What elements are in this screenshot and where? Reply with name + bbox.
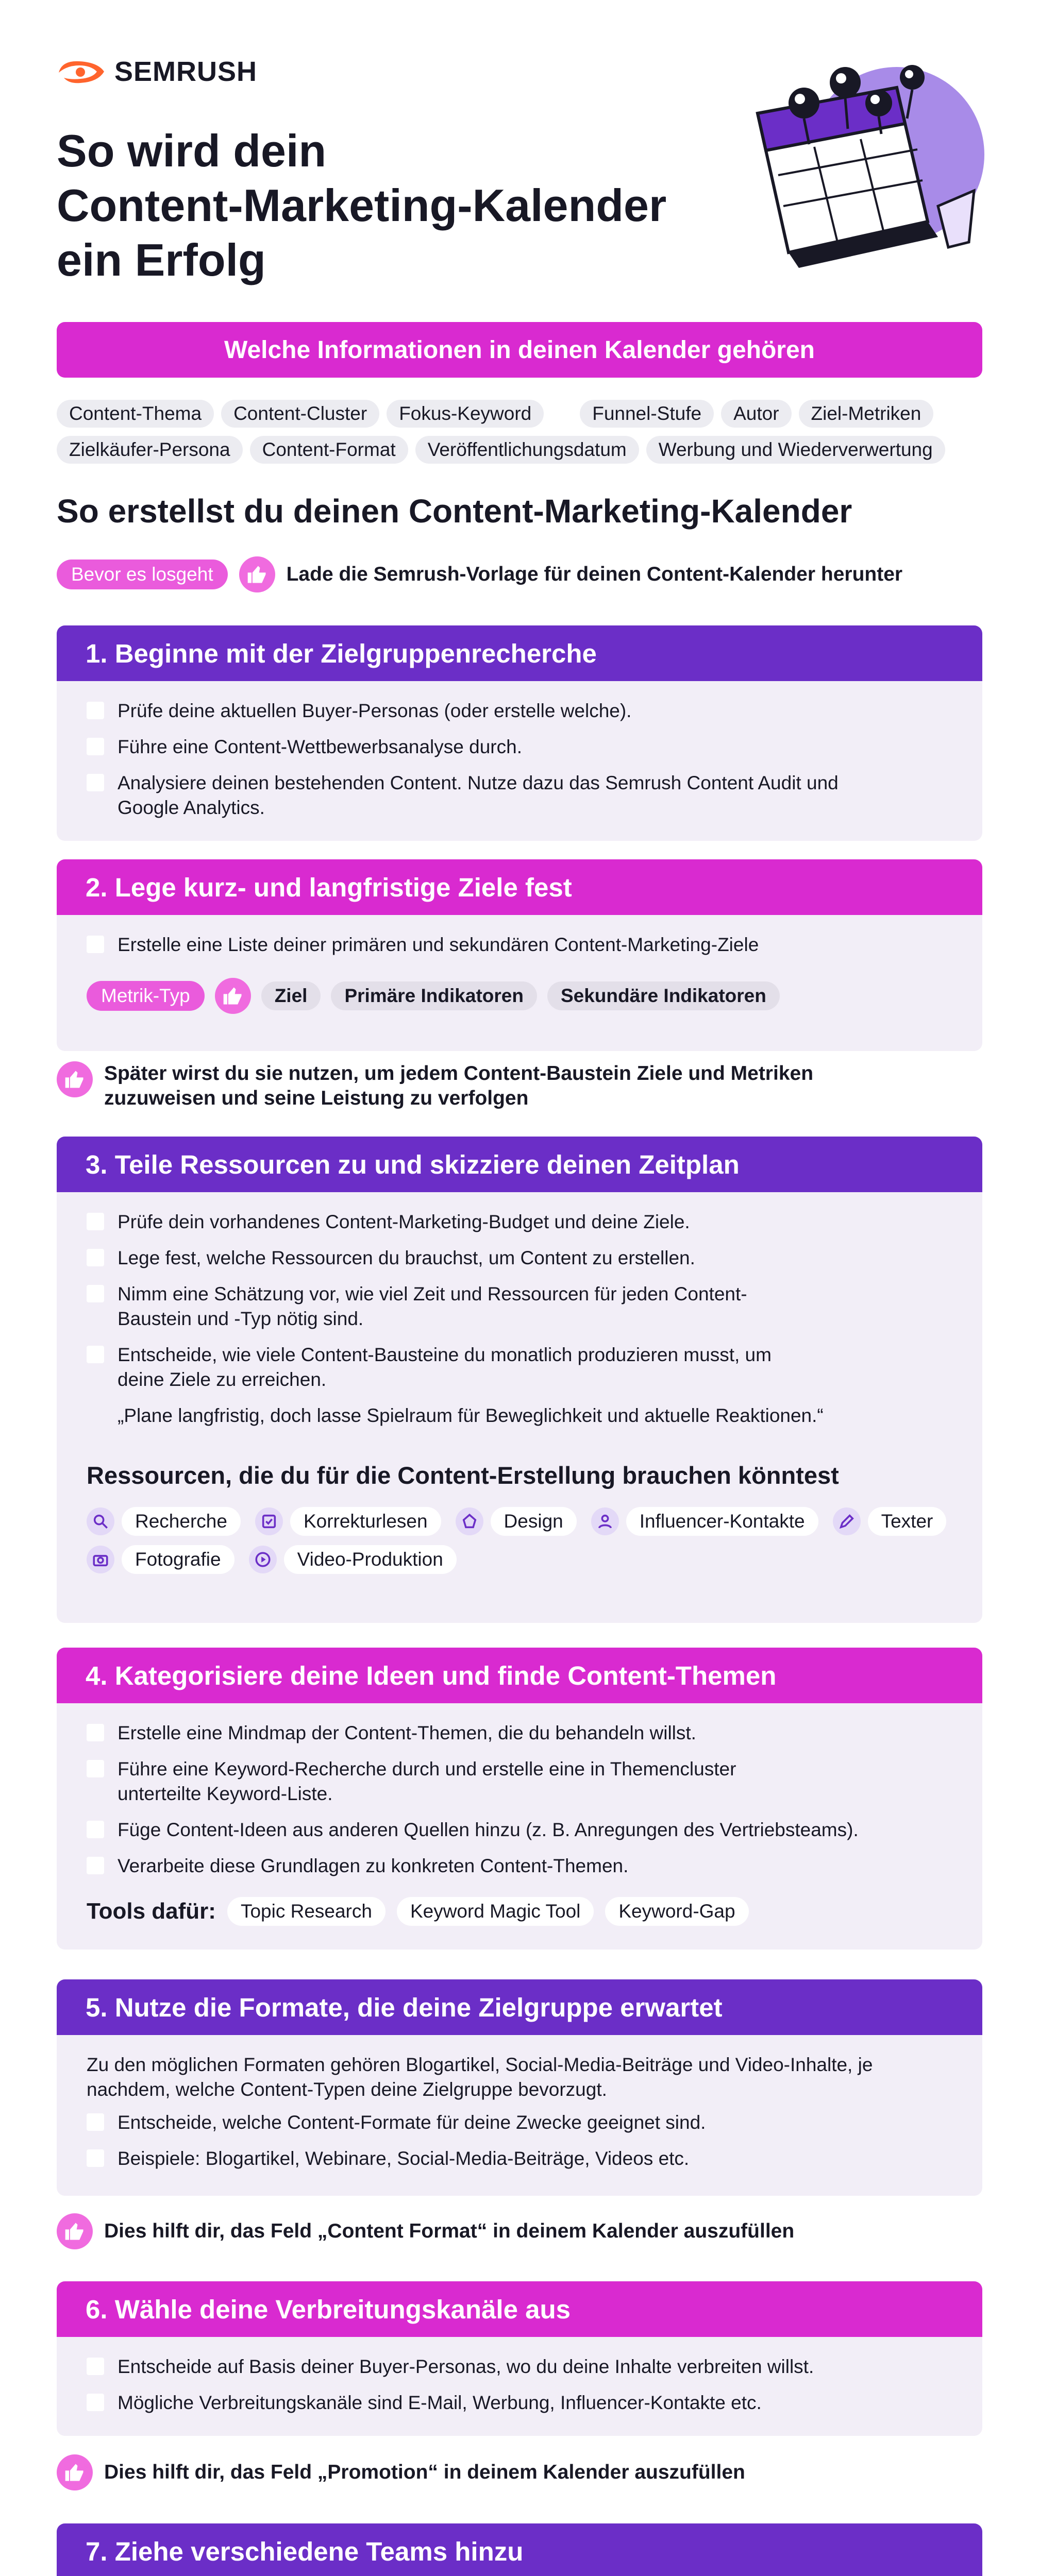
info-tag: Zielkäufer-Persona	[57, 436, 243, 464]
resource-item: Korrekturlesen	[255, 1507, 441, 1536]
checkbox[interactable]	[87, 1285, 104, 1302]
checklist-item: Führe eine Keyword-Recherche durch und erstelle eine in Themencluster unterteilte Keyword-Liste.	[87, 1757, 952, 1806]
thumbs-up-icon	[239, 556, 275, 592]
tip-format	[57, 2213, 794, 2249]
section-2-heading: 2. Lege kurz- und langfristige Ziele fest	[57, 859, 982, 915]
video-icon	[249, 1546, 277, 1573]
brand-name: SEMRUSH	[114, 56, 258, 87]
search-icon	[87, 1507, 114, 1535]
checkbox[interactable]	[87, 1724, 104, 1741]
design-icon	[456, 1507, 483, 1535]
thumbs-up-icon	[215, 978, 251, 1014]
section-1	[57, 625, 982, 841]
checkbox[interactable]	[87, 2358, 104, 2375]
section-1-heading: 1. Beginne mit der Zielgruppenrecherche	[57, 625, 982, 681]
checklist-item: Lege fest, welche Ressourcen du brauchst, um Content zu erstellen.	[87, 1246, 952, 1270]
tool-tag: Keyword Magic Tool	[397, 1897, 594, 1926]
metric-pill: Metrik-Typ	[87, 981, 205, 1011]
resources-list	[87, 1507, 952, 1574]
resources-heading: Ressourcen, die du für die Content-Erstellung brauchen könntest	[87, 1462, 839, 1489]
checkbox[interactable]	[87, 2113, 104, 2131]
intro-text: Zu den möglichen Formaten gehören Blogartikel, Social-Media-Beiträge und Video-Inhalte, je nachdem, welche Content-Typen deine Zielgruppe bevorzugt.	[87, 2054, 873, 2100]
section-5	[57, 1979, 982, 2196]
tools-label: Tools dafür:	[87, 1899, 216, 1924]
checkbox[interactable]	[87, 1760, 104, 1777]
tip-text: Dies hilft dir, das Feld „Content Format“ in deinem Kalender auszufüllen	[104, 2220, 795, 2242]
how-heading: So erstellst du deinen Content-Marketing-Kalender	[57, 493, 852, 530]
tip-text: Dies hilft dir, das Feld „Promotion“ in deinem Kalender auszufüllen	[104, 2461, 745, 2483]
checkbox[interactable]	[87, 936, 104, 953]
info-tags-row-1	[57, 400, 933, 428]
tip-goals	[57, 1061, 836, 1111]
checklist-item: Beispiele: Blogartikel, Webinare, Social-Media-Beiträge, Videos etc.	[87, 2146, 952, 2171]
proofread-icon	[255, 1507, 283, 1535]
info-tag: Content-Cluster	[221, 400, 379, 428]
resource-item: Influencer-Kontakte	[591, 1507, 818, 1536]
section-4-heading: 4. Kategorisiere deine Ideen und finde Content-Themen	[57, 1648, 982, 1703]
checkbox[interactable]	[87, 1213, 104, 1230]
checkbox[interactable]	[87, 738, 104, 755]
camera-icon	[87, 1546, 114, 1573]
info-tag: Autor	[721, 400, 791, 428]
resource-item: Design	[456, 1507, 577, 1536]
info-tag: Ziel-Metriken	[799, 400, 934, 428]
checkbox[interactable]	[87, 2149, 104, 2167]
checklist-item: Entscheide auf Basis deiner Buyer-Personas, wo du deine Inhalte verbreiten willst.	[87, 2354, 952, 2379]
checklist-item: Mögliche Verbreitungskanäle sind E-Mail, Werbung, Influencer-Kontakte etc.	[87, 2391, 952, 2415]
before-row	[57, 556, 902, 592]
checkbox[interactable]	[87, 1249, 104, 1266]
section-7	[57, 2523, 982, 2576]
section-7-heading: 7. Ziehe verschiedene Teams hinzu	[57, 2523, 982, 2576]
before-pill: Bevor es losgeht	[57, 560, 228, 589]
thumbs-up-icon	[57, 1061, 93, 1097]
resource-item: Video-Produktion	[249, 1545, 457, 1574]
checklist-item: Entscheide, wie viele Content-Bausteine du monatlich produzieren musst, um deine Ziele zu erreichen.	[87, 1343, 952, 1392]
info-tag: Veröffentlichungsdatum	[415, 436, 639, 464]
semrush-flame-icon	[57, 57, 106, 86]
section-6-heading: 6. Wähle deine Verbreitungskanäle aus	[57, 2281, 982, 2337]
checklist-item: Füge Content-Ideen aus anderen Quellen hinzu (z. B. Anregungen des Vertriebsteams).	[87, 1818, 952, 1842]
tools-row	[87, 1897, 952, 1926]
info-banner: Welche Informationen in deinen Kalender gehören	[57, 322, 982, 378]
resource-item: Texter	[833, 1507, 947, 1536]
pen-icon	[833, 1507, 861, 1535]
checkbox[interactable]	[87, 774, 104, 791]
metric-tag: Sekundäre Indikatoren	[547, 981, 780, 1010]
info-tag: Fokus-Keyword	[387, 400, 544, 428]
info-tag: Content-Thema	[57, 400, 214, 428]
section-5-heading: 5. Nutze die Formate, die deine Zielgruppe erwartet	[57, 1979, 982, 2035]
checklist-item: Erstelle eine Liste deiner primären und sekundären Content-Marketing-Ziele	[87, 933, 952, 957]
checklist-item: Analysiere deinen bestehenden Content. Nutze dazu das Semrush Content Audit und Google Analytics.	[87, 771, 952, 820]
tip-text: Später wirst du sie nutzen, um jedem Content-Baustein Ziele und Metriken zuzuweisen und seine Leistung zu verfolgen	[104, 1062, 814, 1109]
tool-tag: Topic Research	[227, 1897, 386, 1926]
checklist-item: Prüfe dein vorhandenes Content-Marketing-Budget und deine Ziele.	[87, 1210, 952, 1234]
section-4	[57, 1648, 982, 1950]
brand-logo	[57, 56, 257, 88]
resource-item: Recherche	[87, 1507, 241, 1536]
section-2	[57, 859, 982, 1051]
section-3	[57, 1137, 982, 1623]
before-text: Lade die Semrush-Vorlage für deinen Content-Kalender herunter	[286, 563, 903, 585]
thumbs-up-icon	[57, 2213, 93, 2249]
checkbox[interactable]	[87, 702, 104, 719]
checklist-item: Entscheide, welche Content-Formate für deine Zwecke geeignet sind.	[87, 2110, 952, 2135]
quote: „Plane langfristig, doch lasse Spielraum für Beweglichkeit und aktuelle Reaktionen.“	[118, 1405, 824, 1426]
calendar-illustration	[742, 52, 984, 278]
checkbox[interactable]	[87, 1857, 104, 1874]
checklist-item: Prüfe deine aktuellen Buyer-Personas (oder erstelle welche).	[87, 699, 952, 723]
metric-tag: Ziel	[261, 981, 321, 1010]
info-tag: Funnel-Stufe	[580, 400, 714, 428]
tool-tag: Keyword-Gap	[605, 1897, 748, 1926]
info-tag: Werbung und Wiederverwertung	[646, 436, 945, 464]
thumbs-up-icon	[57, 2454, 93, 2490]
checklist-item: Erstelle eine Mindmap der Content-Themen, die du behandeln willst.	[87, 1721, 952, 1745]
section-3-heading: 3. Teile Ressourcen zu und skizziere deinen Zeitplan	[57, 1137, 982, 1192]
checkbox[interactable]	[87, 1346, 104, 1363]
metric-tag: Primäre Indikatoren	[331, 981, 537, 1010]
checklist-item: Nimm eine Schätzung vor, wie viel Zeit und Ressourcen für jeden Content-Baustein und -Typ nötig sind.	[87, 1282, 952, 1331]
page-title: So wird dein Content-Marketing-Kalender ein Erfolg	[57, 125, 667, 285]
section-6	[57, 2281, 982, 2436]
checkbox[interactable]	[87, 1821, 104, 1838]
metric-row	[87, 978, 952, 1014]
info-tag: Content-Format	[250, 436, 408, 464]
checkbox[interactable]	[87, 2394, 104, 2411]
tip-promotion	[57, 2454, 745, 2490]
person-icon	[591, 1507, 619, 1535]
info-tags-row-2	[57, 436, 945, 464]
resource-item: Fotografie	[87, 1545, 234, 1574]
checklist-item: Verarbeite diese Grundlagen zu konkreten Content-Themen.	[87, 1854, 952, 1878]
checklist-item: Führe eine Content-Wettbewerbsanalyse durch.	[87, 735, 952, 759]
